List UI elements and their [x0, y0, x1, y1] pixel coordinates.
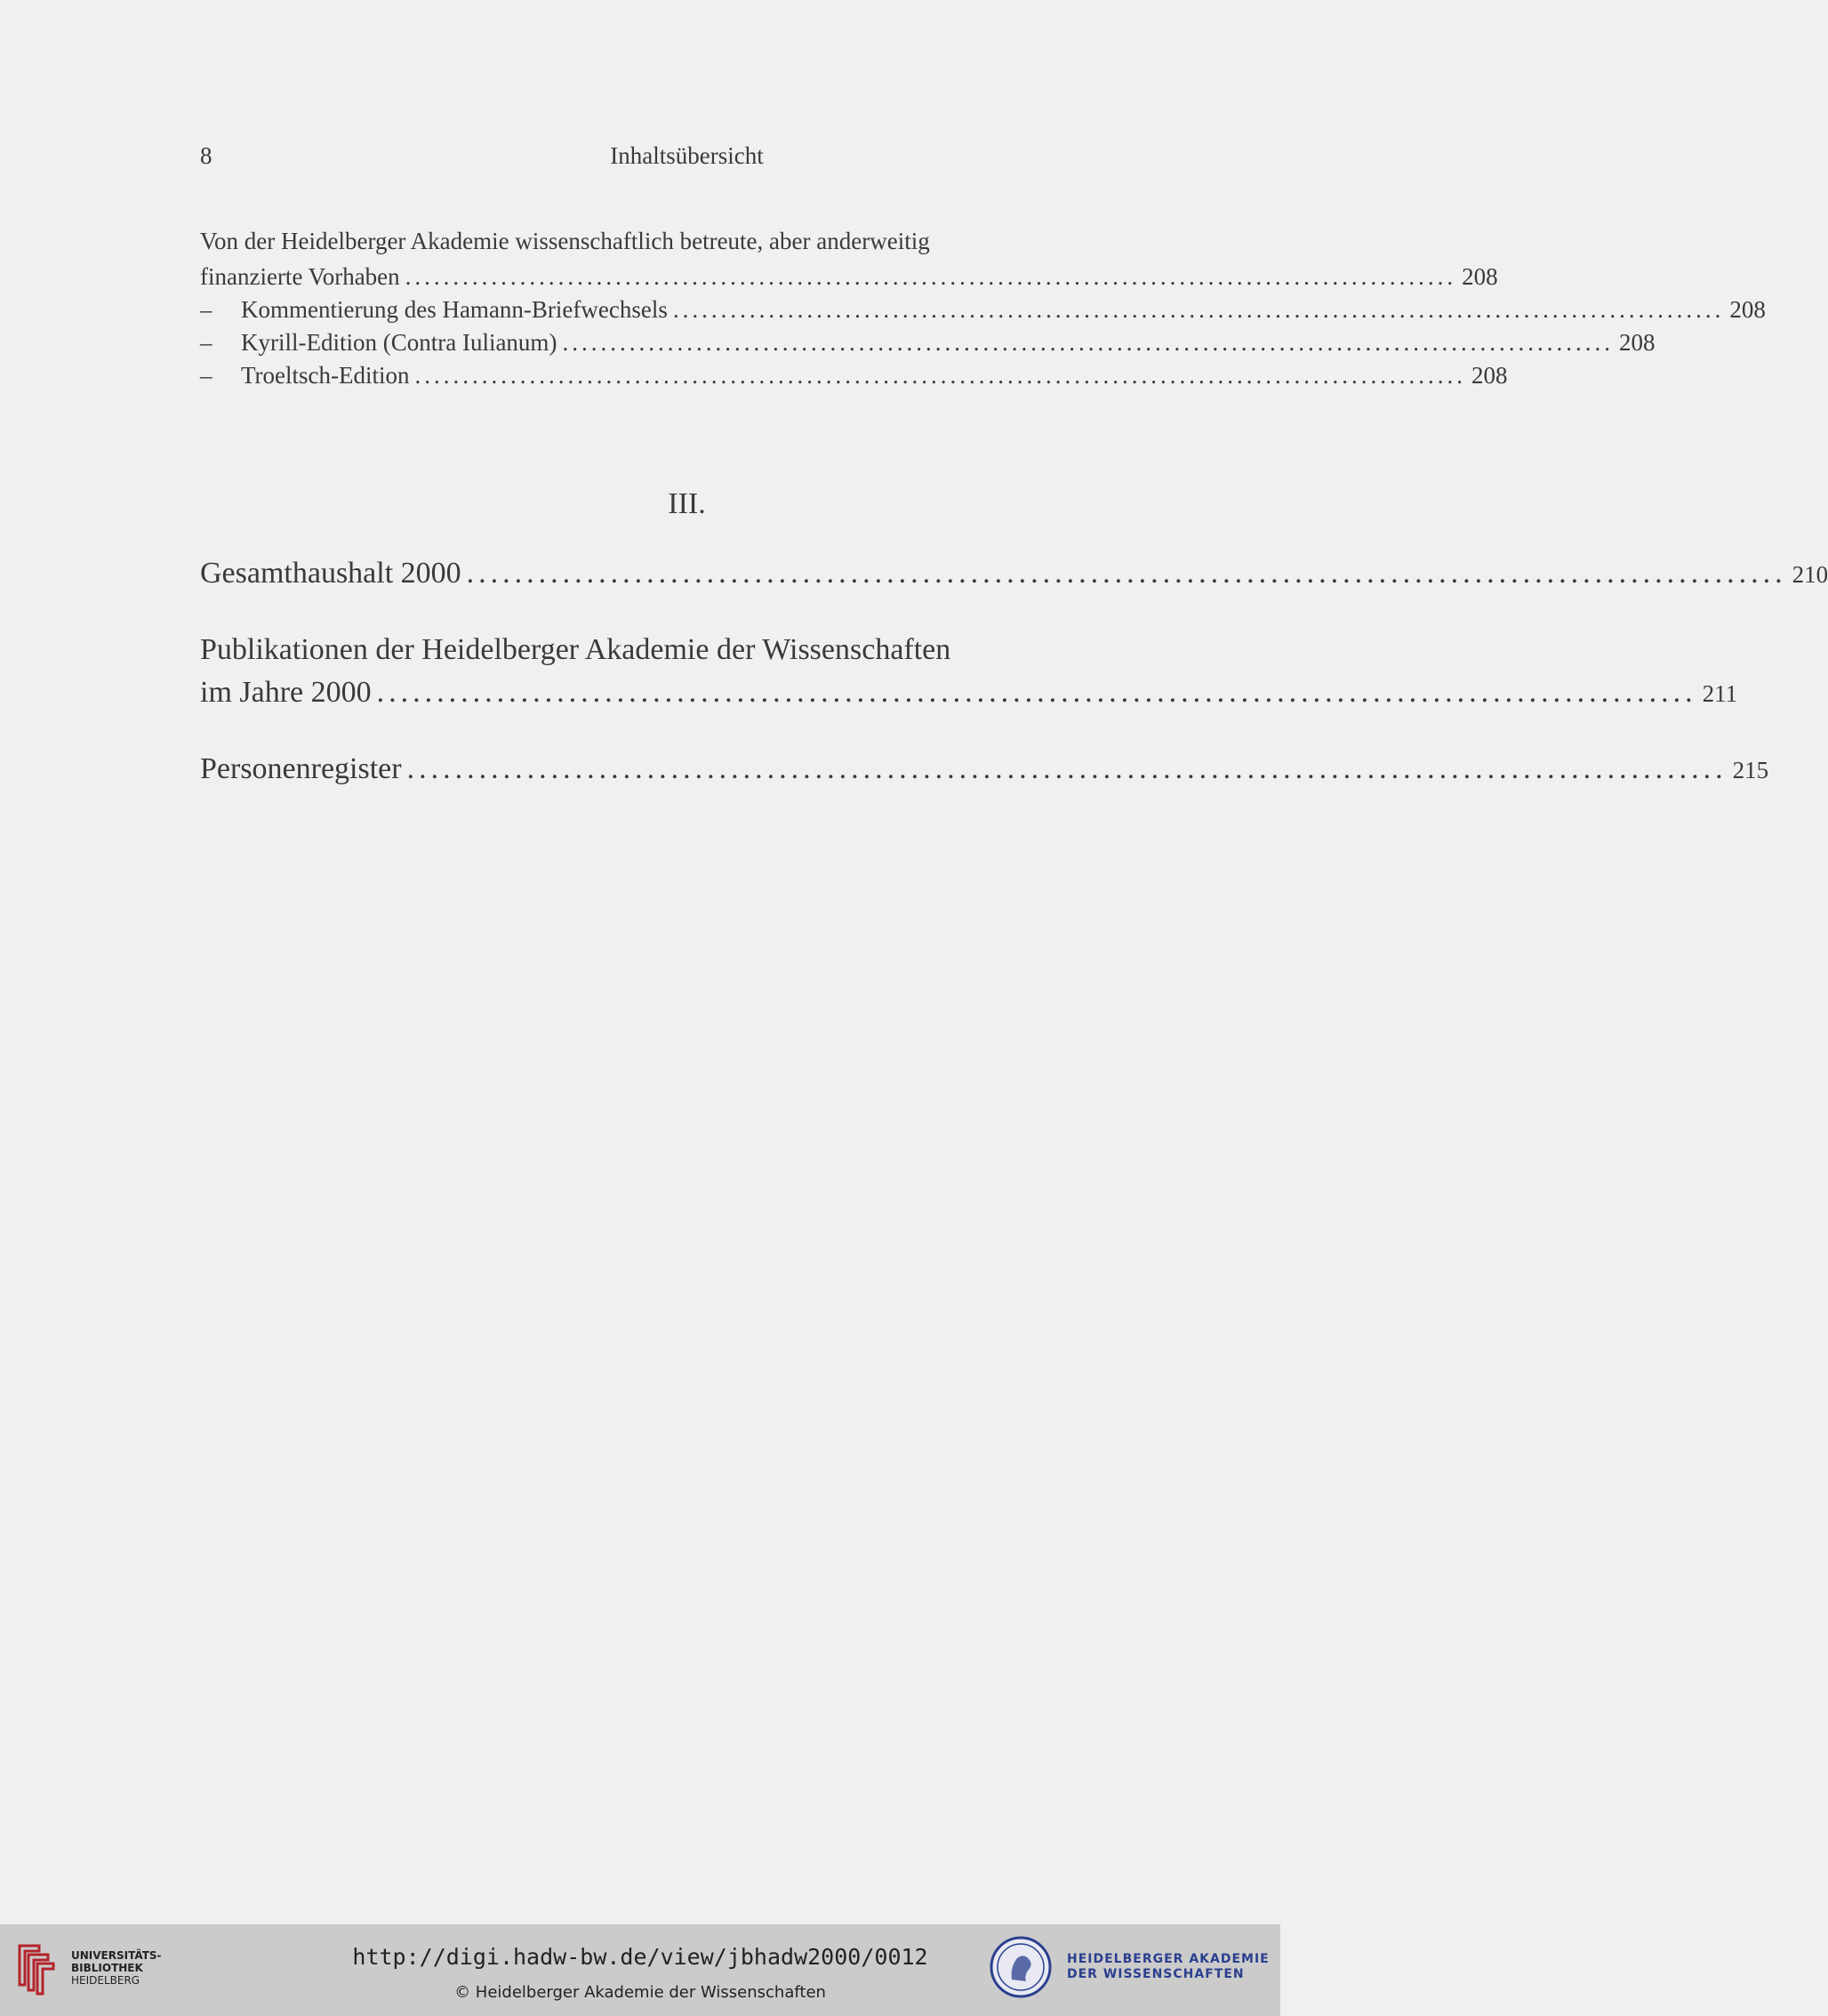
dot-leader: ..............................................................................................................: [466, 557, 1787, 590]
dot-leader: ..............................................................................................................: [376, 676, 1697, 709]
toc-entry-line: Von der Heidelberger Akademie wissenschaftlich betreute, aber anderweitig: [200, 228, 930, 254]
toc-entry-title: Gesamthaushalt 2000: [200, 557, 461, 590]
toc-entry: [200, 557, 1828, 599]
toc-entry: [200, 296, 1766, 329]
toc-entry-title: finanzierte Vorhaben: [200, 263, 400, 290]
dot-leader: ..............................................................................................................: [562, 329, 1614, 356]
toc-entry: [200, 263, 1498, 296]
dot-leader: ..............................................................................................................: [672, 296, 1725, 323]
toc-entry-title: Personenregister: [200, 752, 402, 785]
page-number: 8: [200, 142, 212, 169]
toc-entry-line: Publikationen der Heidelberger Akademie der Wissenschaften: [200, 633, 951, 666]
toc-page-number: 211: [1702, 680, 1738, 707]
academy-seal-icon: [989, 1935, 1053, 1999]
running-head: Inhaltsübersicht: [610, 142, 764, 169]
digitization-footer: [0, 1924, 1280, 2016]
dot-leader: ..............................................................................................................: [414, 362, 1467, 389]
toc-entry: [200, 752, 1769, 795]
toc-entry: [200, 362, 1508, 395]
toc-page-number: 208: [1462, 263, 1498, 290]
toc-continued: [200, 228, 1766, 395]
copyright-notice: © Heidelberger Akademie der Wissenschaften: [454, 1983, 826, 2002]
toc-part-three: [200, 557, 1828, 795]
toc-entry-title: im Jahre 2000: [200, 676, 372, 709]
dot-leader: ..............................................................................................................: [406, 752, 1728, 785]
list-dash: –: [200, 362, 212, 389]
toc-entry: [200, 676, 1738, 719]
academy-name: HEIDELBERGER AKADEMIE DER WISSENSCHAFTEN: [1067, 1952, 1270, 1981]
toc-entry: [200, 329, 1656, 362]
permalink-url[interactable]: http://digi.hadw-bw.de/view/jbhadw2000/0012: [352, 1944, 928, 1970]
toc-page-number: 208: [1729, 296, 1766, 323]
dot-leader: ..............................................................................................................: [405, 263, 1457, 290]
toc-page-number: 215: [1732, 757, 1769, 783]
toc-entry-title: Kyrill-Edition (Contra Iulianum): [241, 329, 557, 356]
toc-entry-title: Kommentierung des Hamann-Briefwechsels: [241, 296, 668, 323]
toc-entry-title: Troeltsch-Edition: [241, 362, 410, 389]
toc-page-number: 210: [1792, 561, 1828, 588]
section-heading: III.: [668, 487, 706, 520]
list-dash: –: [200, 296, 212, 323]
university-library-name: UNIVERSITÄTS- BIBLIOTHEK HEIDELBERG: [71, 1949, 162, 1987]
list-dash: –: [200, 329, 212, 356]
toc-page-number: 208: [1471, 362, 1508, 389]
toc-page-number: 208: [1618, 329, 1656, 356]
